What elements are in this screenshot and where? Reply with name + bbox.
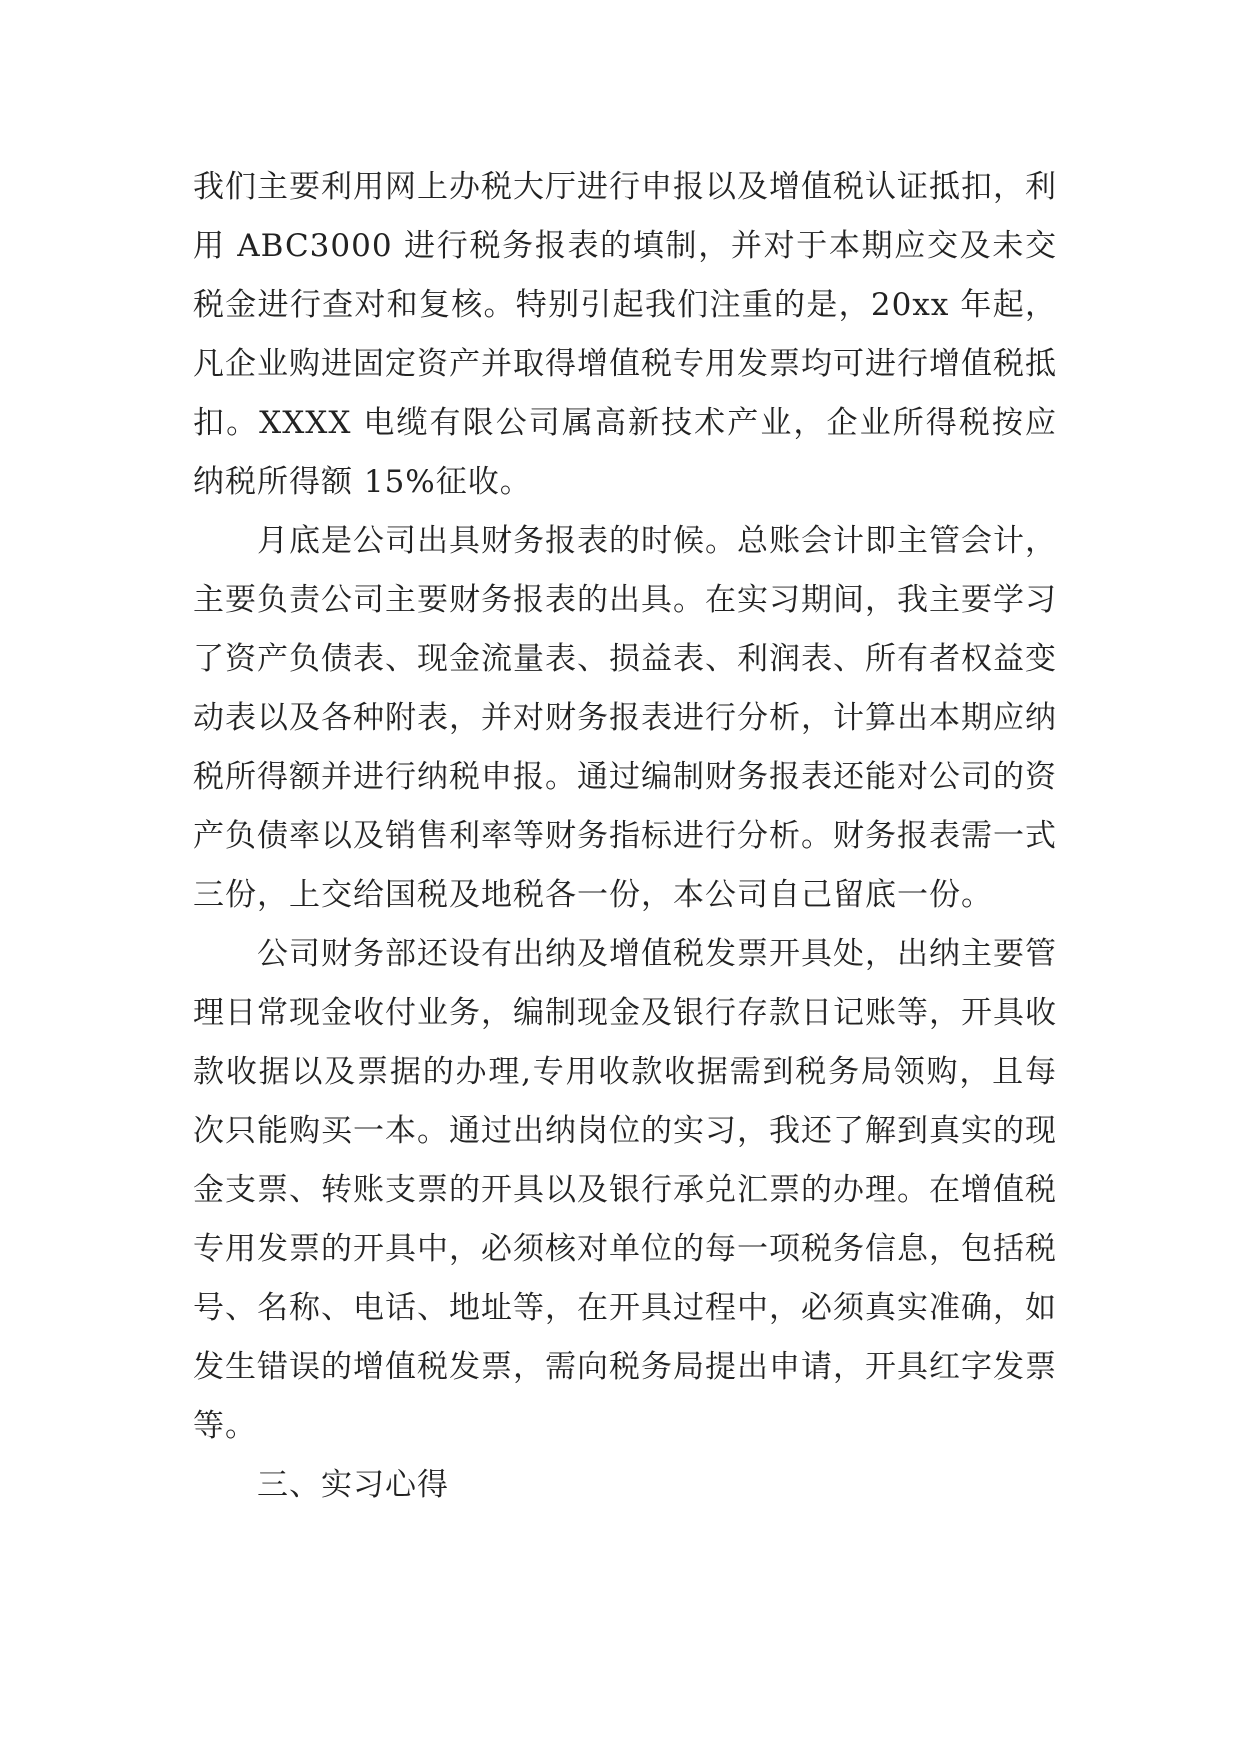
section-heading: 三、实习心得	[257, 1467, 449, 1503]
document-body	[193, 158, 1057, 1515]
paragraph-tax-filing: 我们主要利用网上办税大厅进行申报以及增值税认证抵扣，利用 ABC3000 进行税务报表的填制，并对于本期应交及未交税金进行查对和复核。特别引起我们注重的是，20xx 年起，凡企业购进固定资产并取得增值税专用发票均可进行增值税抵扣。XXXX 电缆有限公司属高新技术产业，企业所得税按应纳税所得额 15%征收。	[193, 169, 1057, 500]
paragraph-financial-statements: 月底是公司出具财务报表的时候。总账会计即主管会计，主要负责公司主要财务报表的出具。在实习期间，我主要学习了资产负债表、现金流量表、损益表、利润表、所有者权益变动表以及各种附表，并对财务报表进行分析，计算出本期应纳税所得额并进行纳税申报。通过编制财务报表还能对公司的资产负债率以及销售利率等财务指标进行分析。财务报表需一式三份，上交给国税及地税各一份，本公司自己留底一份。	[193, 523, 1057, 913]
paragraph-cashier-invoices: 公司财务部还设有出纳及增值税发票开具处，出纳主要管理日常现金收付业务，编制现金及银行存款日记账等，开具收款收据以及票据的办理,专用收款收据需到税务局领购，且每次只能购买一本。通过出纳岗位的实习，我还了解到真实的现金支票、转账支票的开具以及银行承兑汇票的办理。在增值税专用发票的开具中，必须核对单位的每一项税务信息，包括税号、名称、电话、地址等，在开具过程中，必须真实准确，如发生错误的增值税发票，需向税务局提出申请，开具红字发票等。	[193, 936, 1057, 1444]
